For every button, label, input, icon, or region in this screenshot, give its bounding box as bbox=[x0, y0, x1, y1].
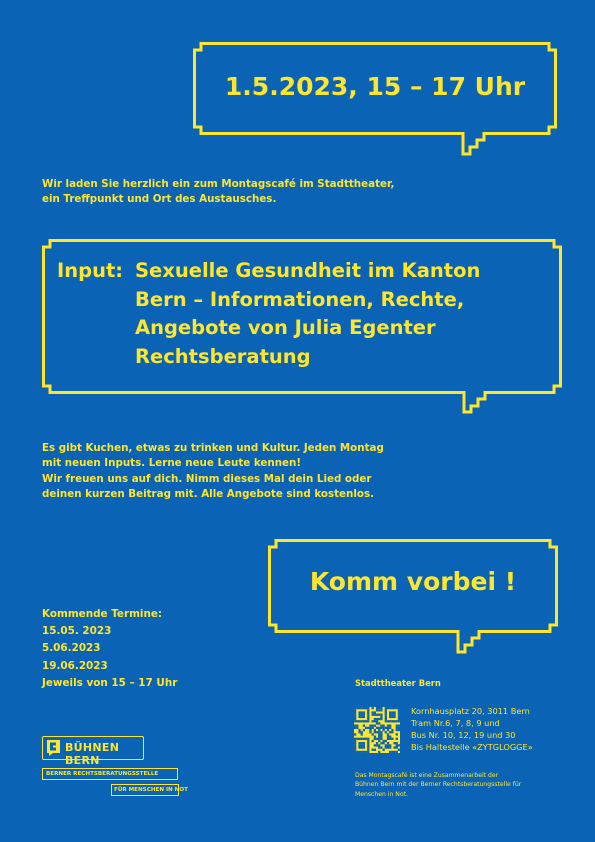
upcoming-dates bbox=[42, 606, 242, 692]
upcoming-date: 15.05. 2023 bbox=[42, 625, 112, 638]
address-line: Tram Nr.6, 7, 8, 9 und bbox=[411, 718, 500, 728]
input-speech-bubble bbox=[42, 239, 562, 414]
logo-mark-icon bbox=[47, 740, 60, 756]
invitation-line: ein Treffpunkt und Ort des Austausches. bbox=[42, 193, 277, 206]
invitation-text bbox=[42, 177, 442, 208]
description-text bbox=[42, 441, 462, 502]
cta-text: Komm vorbei ! bbox=[309, 567, 517, 596]
collaboration-note bbox=[355, 771, 575, 799]
description-line: mit neuen Inputs. Lerne neue Leute kennen! bbox=[42, 457, 302, 470]
upcoming-date: 5.06.2023 bbox=[42, 642, 101, 655]
speech-bubble-outline bbox=[268, 539, 558, 657]
input-topic-line: Angebote von Julia Egenter bbox=[135, 316, 436, 339]
input-topic-line: Sexuelle Gesundheit im Kanton bbox=[135, 259, 481, 282]
collaboration-line: Das Montagscafé ist eine Zusammenarbeit der bbox=[355, 772, 499, 779]
address-line: Bis Haltestelle «ZYTGLOGGE» bbox=[411, 742, 533, 752]
buhnen-bern-logo bbox=[42, 736, 144, 767]
menschen-in-not-logo: FÜR MENSCHEN IN NOT bbox=[111, 784, 179, 796]
event-date-time: 1.5.2023, 15 – 17 Uhr bbox=[224, 72, 526, 101]
description-line: deinen kurzen Beitrag mit. Alle Angebote sind kostenlos. bbox=[42, 487, 374, 500]
input-topic bbox=[135, 257, 555, 371]
venue-name: Stadttheater Bern bbox=[355, 678, 441, 688]
buhnen-bern-logo-text: BÜHNEN BERN bbox=[65, 740, 120, 767]
description-line: Es gibt Kuchen, etwas zu trinken und Kultur. Jeden Montag bbox=[42, 442, 384, 454]
date-speech-bubble bbox=[193, 42, 557, 157]
input-topic-line: Rechtsberatung bbox=[135, 344, 311, 368]
address-line: Kornhausplatz 20, 3011 Bern bbox=[411, 706, 530, 716]
collaboration-line: Menschen in Not. bbox=[355, 790, 408, 798]
invitation-line: Wir laden Sie herzlich ein zum Montagscafé im Stadttheater, bbox=[42, 178, 395, 190]
venue-address bbox=[411, 705, 591, 753]
input-topic-line: Bern – Informationen, Rechte, bbox=[135, 287, 465, 311]
collaboration-line: Bühnen Bern mit der Berner Rechtsberatungsstelle für bbox=[355, 781, 522, 789]
input-label: Input: bbox=[57, 259, 124, 282]
upcoming-time-note: Jeweils von 15 – 17 Uhr bbox=[42, 676, 178, 689]
address-line: Bus Nr. 10, 12, 19 und 30 bbox=[411, 730, 516, 740]
upcoming-heading: Kommende Termine: bbox=[42, 608, 163, 620]
upcoming-date: 19.06.2023 bbox=[42, 659, 108, 672]
rechtsberatung-logo: BERNER RECHTSBERATUNGSSTELLE bbox=[42, 768, 178, 780]
description-line: Wir freuen uns auf dich. Nimm dieses Mal dein Lied oder bbox=[42, 472, 372, 485]
qr-code-icon[interactable] bbox=[354, 707, 400, 753]
cta-speech-bubble bbox=[268, 539, 558, 657]
